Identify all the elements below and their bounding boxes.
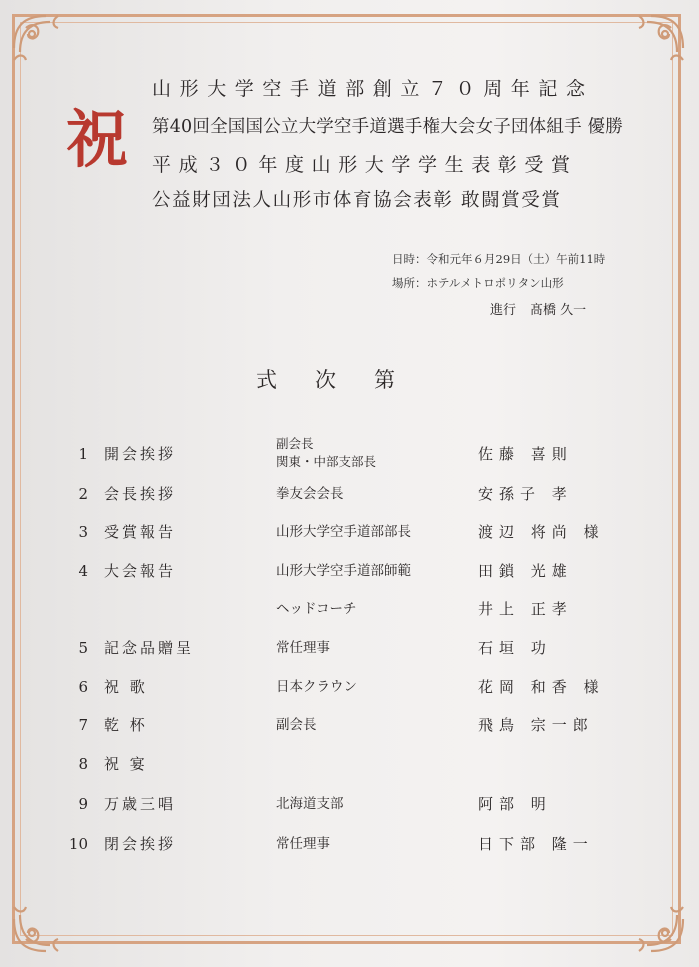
program-person: 阿部 明 — [478, 795, 552, 813]
program-item: 大会報告 — [104, 562, 177, 580]
program-role: 北海道支部 — [276, 796, 344, 812]
program-number: 4 — [78, 562, 88, 580]
program-person: 日下部 隆一 — [478, 835, 594, 853]
program-person: 石垣 功 — [478, 639, 552, 657]
program-number: 3 — [78, 523, 88, 541]
program-role: 常任理事 — [276, 836, 330, 852]
moderator — [490, 301, 586, 321]
corner-ornament-icon — [627, 895, 691, 959]
corner-ornament-icon — [627, 8, 691, 72]
program-item: 祝 歌 — [104, 678, 148, 696]
program-item: 記念品贈呈 — [104, 639, 195, 657]
program-person: 花岡 和香 様 — [478, 678, 605, 696]
program-item: 受賞報告 — [104, 523, 177, 541]
corner-ornament-icon — [6, 895, 70, 959]
event-place: 場所：ホテルメトロポリタン山形 — [392, 276, 564, 290]
program-person: 井上 正孝 — [478, 600, 573, 618]
program-row — [0, 711, 699, 739]
program-row — [0, 518, 699, 546]
program-person: 渡辺 将尚 様 — [478, 523, 605, 541]
program-person: 佐藤 喜則 — [478, 445, 573, 463]
program-row — [0, 436, 699, 469]
program-row — [0, 673, 699, 701]
program-row — [0, 634, 699, 662]
program-row — [0, 557, 699, 585]
program-number: 8 — [78, 755, 88, 773]
program-item: 乾 杯 — [104, 716, 148, 734]
program-row — [0, 480, 699, 508]
program-row — [0, 790, 699, 818]
program-row — [0, 750, 699, 778]
program-item: 会長挨拶 — [104, 485, 177, 503]
program-item: 万歳三唱 — [104, 795, 177, 813]
program-role: 副会長 — [276, 717, 317, 733]
program-person: 田鎖 光雄 — [478, 562, 573, 580]
program-number: 10 — [68, 835, 88, 853]
headline-championship: 第40回全国国公立大学空手道選手権大会女子団体組手 優勝 — [152, 117, 623, 137]
event-date: 日時：令和元年６月29日（土）午前11時 — [392, 252, 606, 266]
program-role: 山形大学空手道部部長 — [276, 524, 411, 540]
program-role: 山形大学空手道部師範 — [276, 563, 411, 579]
celebration-mark: 祝 — [65, 103, 128, 176]
program-row — [0, 595, 699, 623]
program-role: ヘッドコーチ — [276, 601, 357, 617]
program-role: 日本クラウン — [276, 679, 357, 695]
program-role: 常任理事 — [276, 640, 330, 656]
program-number: 7 — [78, 716, 88, 734]
program-item: 閉会挨拶 — [104, 835, 177, 853]
program-row — [0, 830, 699, 858]
corner-ornament-icon — [6, 8, 70, 72]
moderator-name: 髙橋 久一 — [530, 303, 587, 318]
program-item: 開会挨拶 — [104, 445, 177, 463]
program-title: 式次第 — [256, 368, 433, 392]
program-number: 5 — [78, 639, 88, 657]
program-role-secondary: 関東・中部支部長 — [276, 454, 377, 469]
program-role: 拳友会会長 — [276, 486, 344, 502]
program-number: 9 — [78, 795, 88, 813]
program-role: 副会長 — [276, 436, 314, 451]
moderator-role: 進行 — [490, 303, 517, 318]
headline-student-award: 平成３０年度山形大学学生表彰受賞 — [152, 154, 578, 176]
program-person: 飛鳥 宗一郎 — [478, 716, 594, 734]
program-item: 祝 宴 — [104, 755, 148, 773]
headline-city-award: 公益財団法人山形市体育協会表彰 敢闘賞受賞 — [152, 190, 562, 211]
program-number: 2 — [78, 485, 88, 503]
program-number: 1 — [78, 445, 88, 463]
headline-anniversary: 山形大学空手道部創立７０周年記念 — [152, 78, 594, 100]
program-number: 6 — [78, 678, 88, 696]
program-person: 安孫子 孝 — [478, 485, 573, 503]
